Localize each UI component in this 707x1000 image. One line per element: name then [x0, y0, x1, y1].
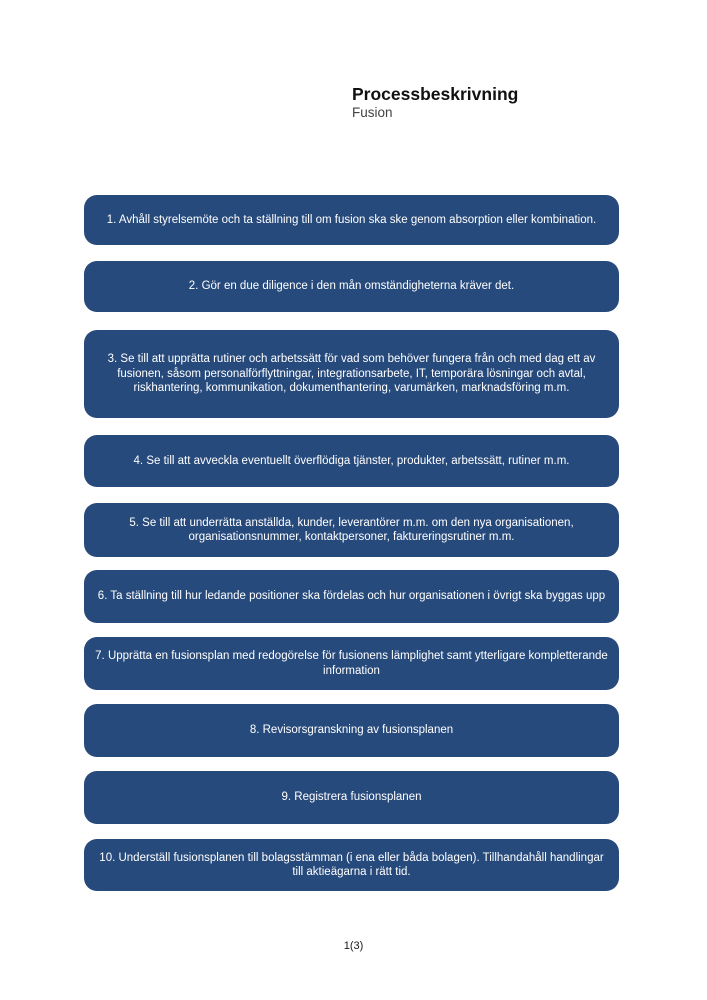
- process-step-text: 6. Ta ställning till hur ledande positioner ska fördelas och hur organisationen i övrigt ska byggas upp: [97, 590, 606, 603]
- process-step-text: 2. Gör en due diligence i den mån omständigheterna kräver det.: [188, 280, 515, 293]
- process-step-text: 4. Se till att avveckla eventuellt överflödiga tjänster, produkter, arbetssätt, rutiner m.m.: [133, 454, 570, 467]
- process-step-1: [84, 195, 619, 245]
- process-step-text: 1. Avhåll styrelsemöte och ta ställning till om fusion ska ske genom absorption eller kombination.: [106, 213, 597, 226]
- process-step-7: [84, 637, 619, 690]
- process-step-2: [84, 261, 619, 312]
- page-title: Processbeskrivning: [352, 84, 519, 104]
- process-step-text: 7. Upprätta en fusionsplan med redogörelse för fusionens lämplighet samt ytterligare kompletterande information: [95, 650, 608, 677]
- process-step-5: [84, 503, 619, 557]
- process-step-text: 8. Revisorsgranskning av fusionsplanen: [249, 724, 454, 737]
- process-step-text: 3. Se till att upprätta rutiner och arbetssätt för vad som behöver fungera från och med dag ett av fusionen, såsom personalförflyttningar, integrationsarbete, IT, temporära lösningar och avtal, riskhantering, kommunikation, dokumenthantering, varumärken, marknadsföring m.m.: [107, 353, 596, 395]
- process-step-text: 5. Se till att underrätta anställda, kunder, leverantörer m.m. om den nya organisationen, organisationsnummer, kontaktpersoner, faktureringsrutiner m.m.: [129, 516, 574, 543]
- process-step-9: [84, 771, 619, 824]
- process-step-3: [84, 330, 619, 418]
- process-step-6: [84, 570, 619, 623]
- process-step-8: [84, 704, 619, 757]
- page-subtitle: Fusion: [352, 105, 393, 120]
- process-step-10: [84, 839, 619, 891]
- page-number: 1(3): [343, 940, 364, 952]
- process-step-4: [84, 435, 619, 487]
- process-step-text: 10. Underställ fusionsplanen till bolagsstämman (i ena eller båda bolagen). Tillhandahåll handlingar till aktieägarna i rätt tid.: [99, 851, 604, 878]
- process-step-text: 9. Registrera fusionsplanen: [281, 791, 422, 804]
